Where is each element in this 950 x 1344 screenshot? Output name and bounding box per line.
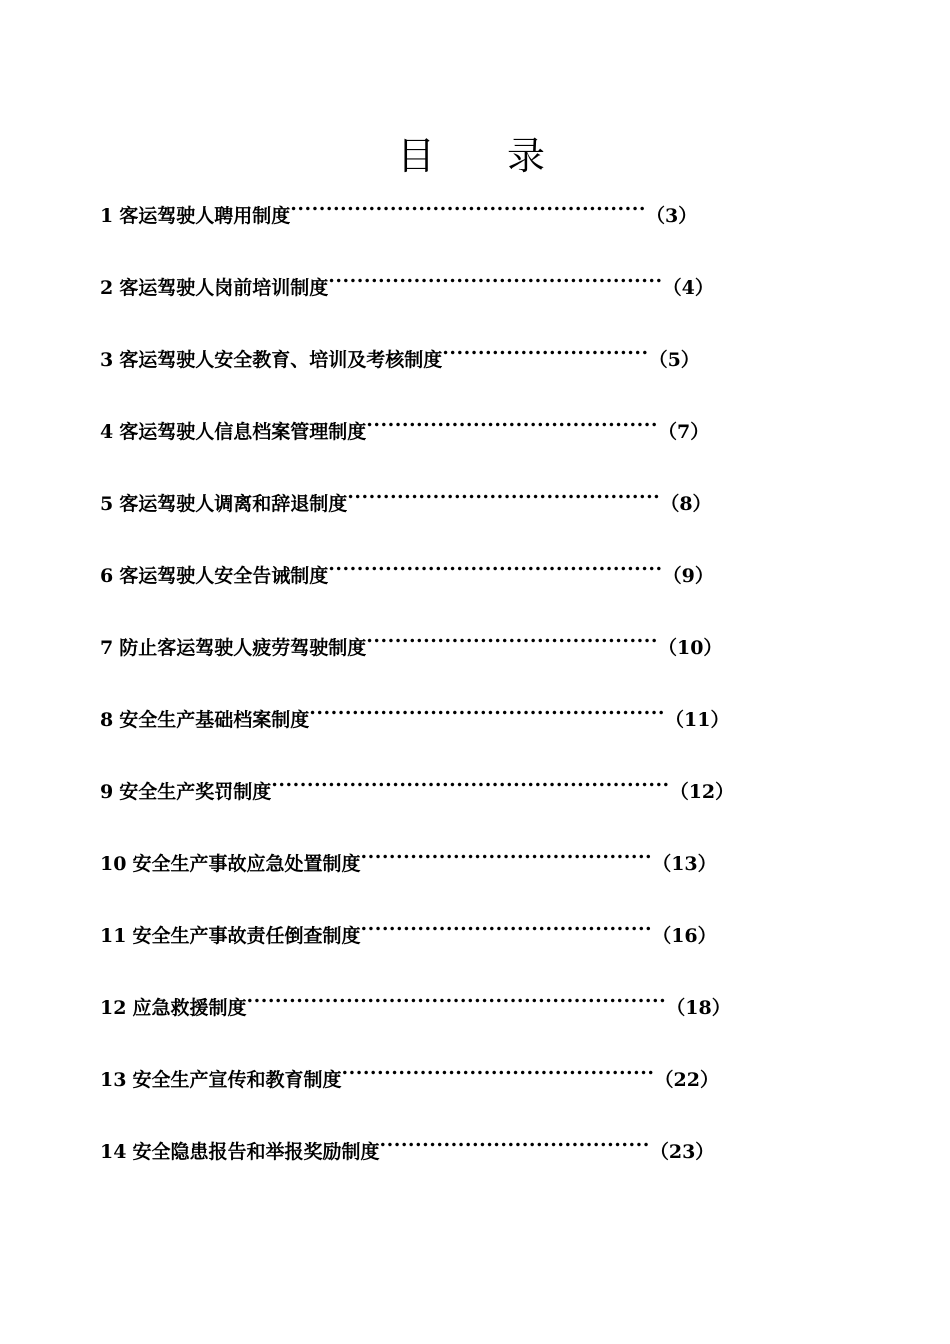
toc-entry-leader: ......................................... [366, 409, 658, 431]
toc-entry-number: 3 [100, 349, 114, 371]
toc-list [100, 186, 734, 1194]
toc-entry-page: （5） [648, 349, 700, 371]
toc-entry-number: 12 [100, 997, 127, 1019]
toc-entry-leader: ............................. [442, 337, 649, 359]
toc-entry [100, 690, 734, 731]
toc-entry-title: 安全生产奖罚制度 [119, 781, 272, 803]
toc-entry-title: 客运驾驶人信息档案管理制度 [119, 421, 367, 443]
toc-entry-title: 客运驾驶人安全告诫制度 [119, 565, 329, 587]
toc-entry-title: 应急救援制度 [132, 997, 247, 1019]
toc-entry-page: （16） [652, 925, 717, 947]
toc-entry-title: 安全生产宣传和教育制度 [132, 1069, 342, 1091]
toc-entry-title: 安全生产事故应急处置制度 [132, 853, 361, 875]
toc-entry [100, 834, 734, 875]
toc-entry-page: （22） [654, 1069, 719, 1091]
toc-entry-leader: ........................................................... [246, 985, 667, 1007]
toc-entry-number: 7 [100, 637, 114, 659]
toc-entry-leader: .................................................. [309, 697, 665, 719]
toc-entry-number: 8 [100, 709, 114, 731]
toc-entry-number: 11 [100, 925, 127, 947]
toc-entry-leader: ......................................... [366, 625, 658, 647]
toc-entry-title: 客运驾驶人聘用制度 [119, 205, 291, 227]
toc-entry-leader: ........................................................ [271, 769, 670, 791]
toc-entry [100, 762, 735, 803]
toc-entry [100, 906, 734, 947]
toc-entry-number: 13 [100, 1069, 127, 1091]
toc-entry-title: 防止客运驾驶人疲劳驾驶制度 [119, 637, 367, 659]
toc-title: 目 录 [396, 134, 576, 178]
toc-entry-page: （11） [665, 709, 730, 731]
toc-entry-title: 安全隐患报告和举报奖励制度 [132, 1141, 380, 1163]
toc-entry-title: 客运驾驶人调离和辞退制度 [119, 493, 348, 515]
toc-entry-number: 2 [100, 277, 114, 299]
toc-entry [100, 1050, 734, 1091]
toc-entry-page: （13） [652, 853, 717, 875]
toc-entry-leader: ............................................ [341, 1057, 655, 1079]
toc-entry-page: （18） [666, 997, 731, 1019]
toc-entry-leader: ......................................... [360, 841, 653, 863]
toc-entry-page: （10） [657, 637, 723, 659]
toc-entry [100, 402, 734, 443]
toc-entry-title: 客运驾驶人安全教育、培训及考核制度 [119, 349, 443, 371]
toc-entry-leader: ............................................... [328, 553, 663, 575]
toc-entry-page: （4） [662, 277, 714, 299]
toc-entry-leader: .................................................. [290, 193, 646, 215]
toc-entry [100, 474, 734, 515]
toc-entry-number: 5 [100, 493, 114, 515]
toc-entry [100, 330, 734, 371]
toc-entry-title: 安全生产基础档案制度 [119, 709, 310, 731]
toc-entry-leader: ............................................ [347, 481, 661, 503]
toc-entry-number: 4 [100, 421, 114, 443]
toc-entry-number: 9 [100, 781, 114, 803]
toc-entry-page: （3） [646, 205, 698, 227]
toc-entry-title: 客运驾驶人岗前培训制度 [119, 277, 329, 299]
toc-entry-page: （9） [662, 565, 714, 587]
toc-entry-page: （8） [660, 493, 712, 515]
toc-entry-number: 6 [100, 565, 114, 587]
toc-entry-leader: ......................................... [360, 913, 653, 935]
toc-entry-number: 14 [100, 1141, 127, 1163]
toc-entry [100, 978, 734, 1019]
toc-entry [100, 1122, 734, 1163]
toc-entry-page: （23） [649, 1141, 715, 1163]
toc-entry-page: （7） [657, 421, 710, 443]
toc-entry [100, 618, 734, 659]
toc-entry-leader: ...................................... [379, 1129, 650, 1151]
toc-entry-number: 1 [100, 205, 114, 227]
toc-entry [100, 258, 734, 299]
toc-entry-page: （12） [669, 781, 735, 803]
toc-entry [100, 546, 734, 587]
toc-entry-title: 安全生产事故责任倒查制度 [132, 925, 361, 947]
toc-entry-number: 10 [100, 853, 127, 875]
toc-entry-leader: ............................................... [328, 265, 663, 287]
toc-entry [100, 186, 734, 227]
